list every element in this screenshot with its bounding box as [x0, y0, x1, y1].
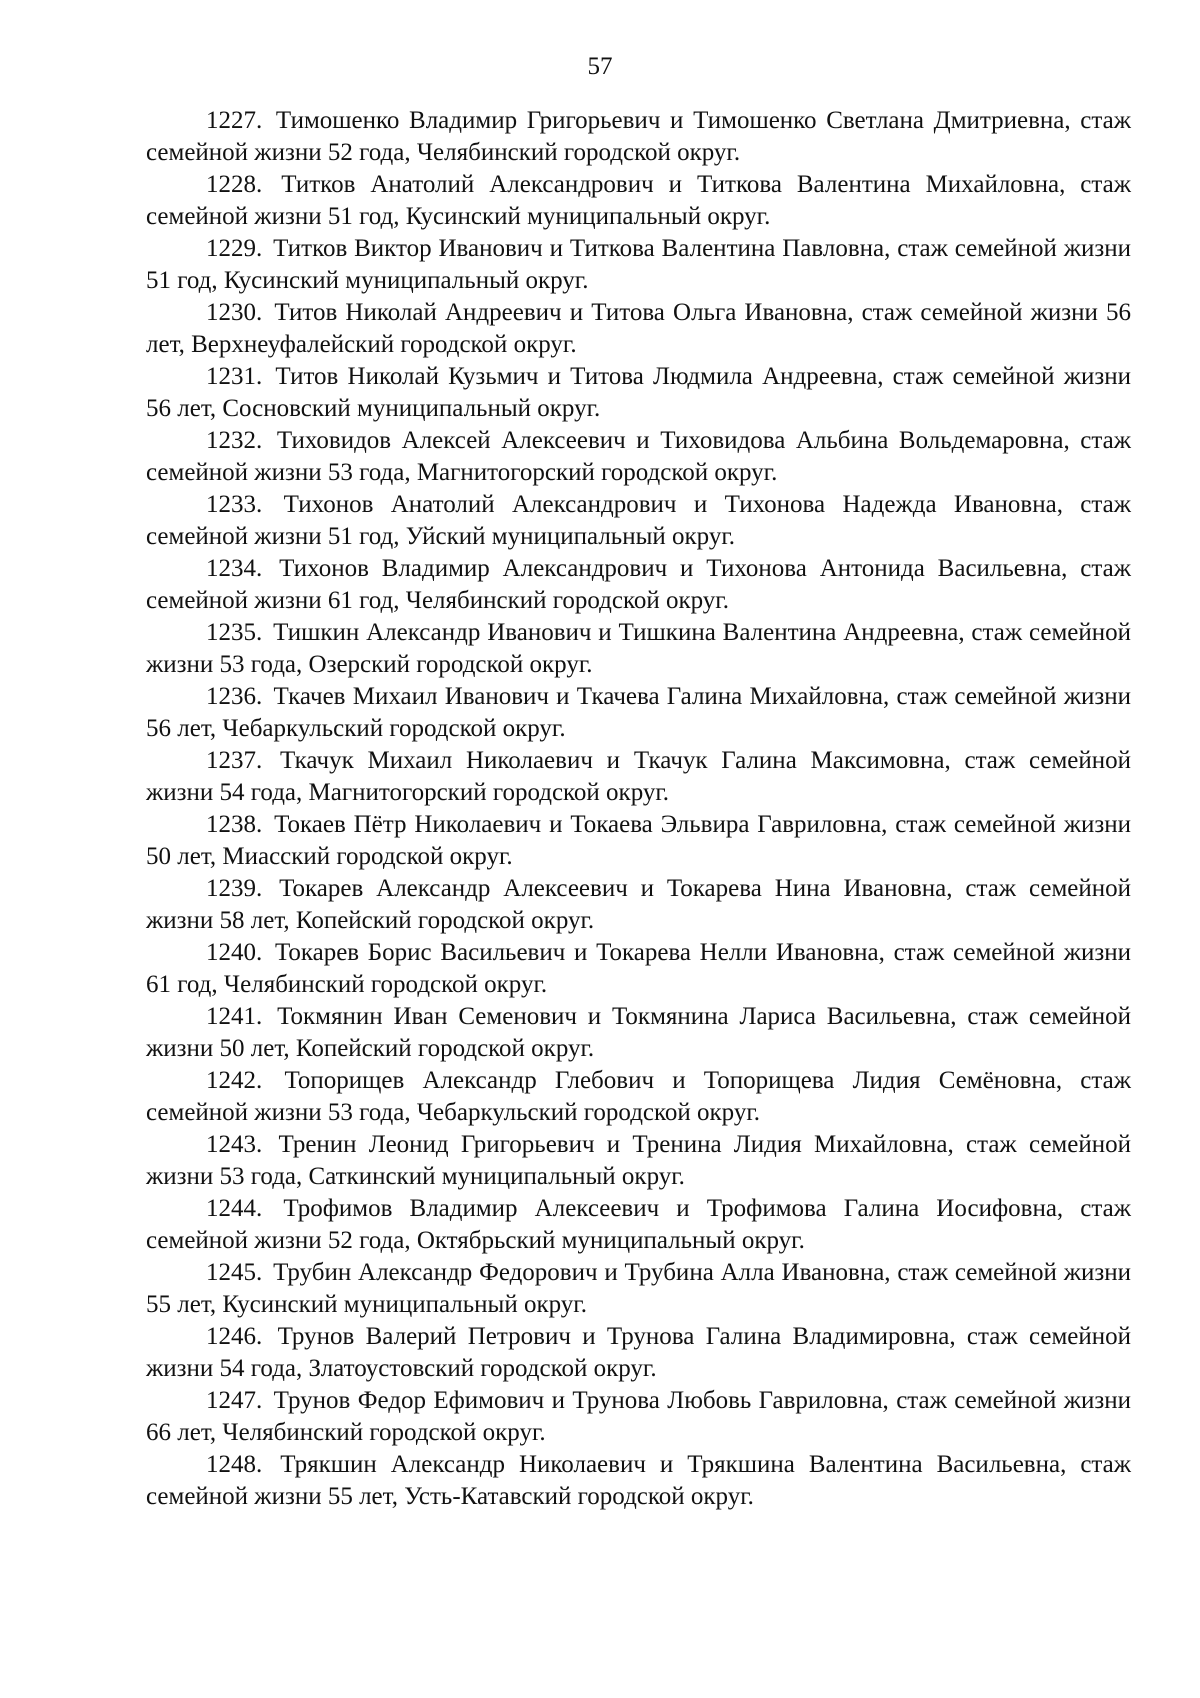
list-item [146, 553, 1131, 617]
entry-text: Тимошенко Владимир Григорьевич и Тимошенко Светлана Дмитриевна, стаж семейной жизни 52 года, Челябинский городской округ. [146, 107, 1131, 166]
list-item [146, 361, 1131, 425]
entry-text: Трофимов Владимир Алексеевич и Трофимова Галина Иосифовна, стаж семейной жизни 52 года, Октябрьский муниципальный округ. [146, 1195, 1131, 1254]
list-item [146, 425, 1131, 489]
entry-number: 1227. [206, 107, 263, 134]
entry-number: 1230. [206, 299, 263, 326]
entry-text: Тиховидов Алексей Алексеевич и Тиховидова Альбина Вольдемаровна, стаж семейной жизни 53 года, Магнитогорский городской округ. [146, 427, 1131, 486]
entries-list [146, 105, 1131, 1513]
list-item [146, 1449, 1131, 1513]
list-item [146, 1129, 1131, 1193]
entry-text: Титов Николай Кузьмич и Титова Людмила Андреевна, стаж семейной жизни 56 лет, Сосновский муниципальный округ. [146, 363, 1131, 422]
entry-text: Титков Анатолий Александрович и Титкова Валентина Михайловна, стаж семейной жизни 51 год, Кусинский муниципальный округ. [146, 171, 1131, 230]
entry-text: Трякшин Александр Николаевич и Трякшина Валентина Васильевна, стаж семейной жизни 55 лет, Усть-Катавский городской округ. [146, 1451, 1132, 1510]
entry-number: 1241. [206, 1003, 263, 1030]
list-item [146, 169, 1131, 233]
entry-number: 1235. [206, 619, 263, 646]
entry-text: Титков Виктор Иванович и Титкова Валентина Павловна, стаж семейной жизни 51 год, Кусинский муниципальный округ. [146, 235, 1131, 294]
entry-text: Топорищев Александр Глебович и Топорищева Лидия Семёновна, стаж семейной жизни 53 года, Чебаркульский городской округ. [146, 1067, 1132, 1126]
entry-number: 1231. [206, 363, 263, 390]
entry-text: Трунов Валерий Петрович и Трунова Галина Владимировна, стаж семейной жизни 54 года, Златоустовский городской округ. [146, 1323, 1132, 1382]
entry-number: 1237. [206, 747, 263, 774]
list-item [146, 233, 1131, 297]
entry-number: 1246. [206, 1323, 263, 1350]
entry-text: Ткачук Михаил Николаевич и Ткачук Галина Максимовна, стаж семейной жизни 54 года, Магнитогорский городской округ. [146, 747, 1131, 806]
list-item [146, 745, 1131, 809]
list-item [146, 1065, 1131, 1129]
entry-text: Токарев Александр Алексеевич и Токарева Нина Ивановна, стаж семейной жизни 58 лет, Копейский городской округ. [146, 875, 1132, 934]
entry-number: 1232. [206, 427, 263, 454]
entry-number: 1234. [206, 555, 263, 582]
entry-number: 1248. [206, 1451, 263, 1478]
entry-text: Токарев Борис Васильевич и Токарева Нелли Ивановна, стаж семейной жизни 61 год, Челябинский городской округ. [146, 939, 1132, 998]
list-item [146, 809, 1131, 873]
entry-number: 1240. [206, 939, 263, 966]
list-item [146, 489, 1131, 553]
entry-text: Трубин Александр Федорович и Трубина Алла Ивановна, стаж семейной жизни 55 лет, Кусинский муниципальный округ. [146, 1259, 1132, 1318]
entry-text: Ткачев Михаил Иванович и Ткачева Галина Михайловна, стаж семейной жизни 56 лет, Чебаркульский городской округ. [146, 683, 1132, 742]
entry-text: Тихонов Анатолий Александрович и Тихонова Надежда Ивановна, стаж семейной жизни 51 год, Уйский муниципальный округ. [146, 491, 1131, 550]
list-item [146, 105, 1131, 169]
list-item [146, 617, 1131, 681]
list-item [146, 1257, 1131, 1321]
entry-text: Трунов Федор Ефимович и Трунова Любовь Гавриловна, стаж семейной жизни 66 лет, Челябинский городской округ. [146, 1387, 1131, 1446]
entry-number: 1229. [206, 235, 263, 262]
list-item [146, 873, 1131, 937]
entry-number: 1238. [206, 811, 263, 838]
entry-text: Тишкин Александр Иванович и Тишкина Валентина Андреевна, стаж семейной жизни 53 года, Озерский городской округ. [146, 619, 1132, 678]
entry-number: 1233. [206, 491, 263, 518]
list-item [146, 937, 1131, 1001]
entry-number: 1239. [206, 875, 263, 902]
list-item [146, 297, 1131, 361]
entry-number: 1244. [206, 1195, 263, 1222]
list-item [146, 1193, 1131, 1257]
entry-text: Токаев Пётр Николаевич и Токаева Эльвира Гавриловна, стаж семейной жизни 50 лет, Миасский городской округ. [146, 811, 1132, 870]
list-item [146, 1385, 1131, 1449]
entry-number: 1247. [206, 1387, 263, 1414]
entry-number: 1245. [206, 1259, 263, 1286]
list-item [146, 1001, 1131, 1065]
entry-text: Токмянин Иван Семенович и Токмянина Лариса Васильевна, стаж семейной жизни 50 лет, Копейский городской округ. [146, 1003, 1131, 1062]
page-number: 57 [587, 53, 613, 80]
entry-text: Титов Николай Андреевич и Титова Ольга Ивановна, стаж семейной жизни 56 лет, Верхнеуфалейский городской округ. [146, 299, 1131, 358]
entry-number: 1228. [206, 171, 263, 198]
entry-number: 1236. [206, 683, 263, 710]
list-item [146, 1321, 1131, 1385]
entry-number: 1243. [206, 1131, 263, 1158]
entry-text: Тренин Леонид Григорьевич и Тренина Лидия Михайловна, стаж семейной жизни 53 года, Саткинский муниципальный округ. [146, 1131, 1131, 1190]
entry-number: 1242. [206, 1067, 263, 1094]
entry-text: Тихонов Владимир Александрович и Тихонова Антонида Васильевна, стаж семейной жизни 61 год, Челябинский городской округ. [146, 555, 1131, 614]
list-item [146, 681, 1131, 745]
